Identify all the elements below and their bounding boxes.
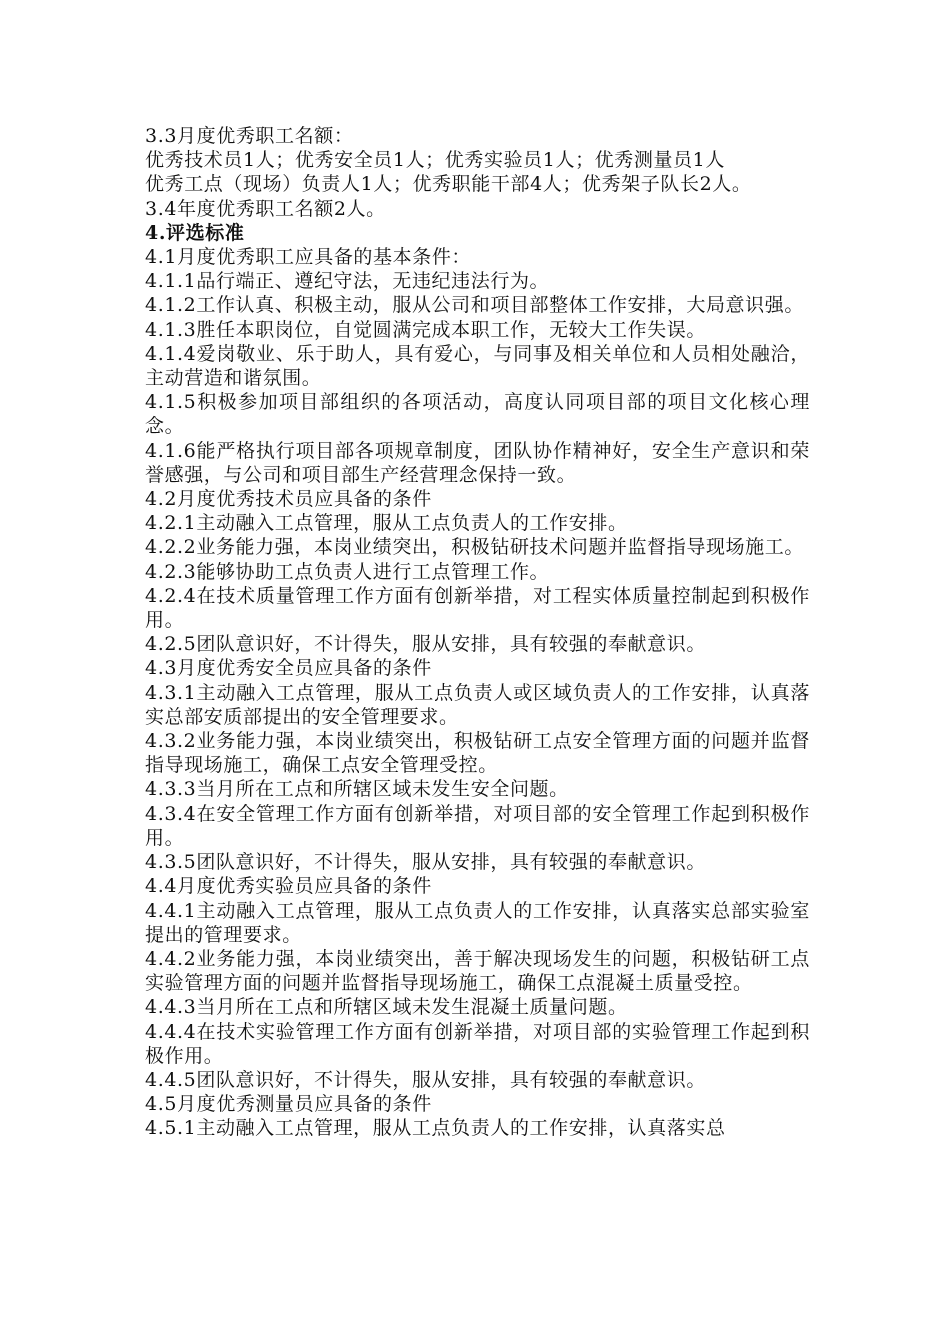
paragraph-4-5-1: 4.5.1主动融入工点管理，服从工点负责人的工作安排，认真落实总 <box>145 1117 726 1140</box>
document-body <box>145 124 810 1141</box>
paragraph-4-2-2: 4.2.2业务能力强，本岗业绩突出，积极钻研技术问题并监督指导现场施工。 <box>145 536 804 559</box>
paragraph-4-4-1: 4.4.1主动融入工点管理，服从工点负责人的工作安排，认真落实总部实验室提出的管理要求。 <box>145 899 810 946</box>
paragraph-4-2-4: 4.2.4在技术质量管理工作方面有创新举措，对工程实体质量控制起到积极作用。 <box>145 584 810 632</box>
paragraph-4-3-4: 4.3.4在安全管理工作方面有创新举措，对项目部的安全管理工作起到积极作用。 <box>145 802 810 849</box>
paragraph-4-3-5: 4.3.5团队意识好，不计得失，服从安排，具有较强的奉献意识。 <box>145 851 706 874</box>
paragraph-4-4: 4.4月度优秀实验员应具备的条件 <box>145 875 432 898</box>
paragraph-4-4-4: 4.4.4在技术实验管理工作方面有创新举措，对项目部的实验管理工作起到积极作用。 <box>145 1020 810 1067</box>
paragraph-4-4-2: 4.4.2业务能力强，本岗业绩突出，善于解决现场发生的问题，积极钻研工点实验管理方面的问题并监督指导现场施工，确保工点混凝土质量受控。 <box>145 947 810 995</box>
paragraph-4-2-5: 4.2.5团队意识好，不计得失，服从安排，具有较强的奉献意识。 <box>145 633 706 656</box>
paragraph-4-3-3: 4.3.3当月所在工点和所辖区域未发生安全问题。 <box>145 778 569 801</box>
paragraph-4-1-2: 4.1.2工作认真、积极主动，服从公司和项目部整体工作安排，大局意识强。 <box>145 294 804 317</box>
paragraph-4-1-6: 4.1.6能严格执行项目部各项规章制度，团队协作精神好，安全生产意识和荣誉感强，与公司和项目部生产经营理念保持一致。 <box>145 439 810 486</box>
paragraph-4-1: 4.1月度优秀职工应具备的基本条件： <box>145 246 472 269</box>
paragraph-quota-line-1: 优秀技术员1人；优秀安全员1人；优秀实验员1人；优秀测量员1人 <box>145 149 725 172</box>
paragraph-4-4-5: 4.4.5团队意识好，不计得失，服从安排，具有较强的奉献意识。 <box>145 1068 706 1091</box>
paragraph-3-4: 3.4年度优秀职工名额2人。 <box>145 197 386 220</box>
paragraph-4-1-4: 4.1.4爱岗敬业、乐于助人，具有爱心，与同事及相关单位和人员相处融洽，主动营造和谐氛围。 <box>145 342 810 390</box>
paragraph-4-2: 4.2月度优秀技术员应具备的条件 <box>145 488 432 511</box>
paragraph-3-3: 3.3月度优秀职工名额： <box>145 125 354 147</box>
section-heading-4: 4.评选标准 <box>145 221 245 244</box>
paragraph-4-2-3: 4.2.3能够协助工点负责人进行工点管理工作。 <box>145 560 550 583</box>
paragraph-4-3: 4.3月度优秀安全员应具备的条件 <box>145 657 432 680</box>
paragraph-4-4-3: 4.4.3当月所在工点和所辖区域未发生混凝土质量问题。 <box>145 996 628 1019</box>
paragraph-4-3-2: 4.3.2业务能力强，本岗业绩突出，积极钻研工点安全管理方面的问题并监督指导现场施工，确保工点安全管理受控。 <box>145 730 810 777</box>
paragraph-4-1-3: 4.1.3胜任本职岗位，自觉圆满完成本职工作，无较大工作失误。 <box>145 318 706 341</box>
paragraph-quota-line-2: 优秀工点（现场）负责人1人；优秀职能干部4人；优秀架子队长2人。 <box>145 173 752 196</box>
paragraph-4-1-5: 4.1.5积极参加项目部组织的各项活动，高度认同项目部的项目文化核心理念。 <box>145 391 810 438</box>
paragraph-4-3-1: 4.3.1主动融入工点管理，服从工点负责人或区域负责人的工作安排，认真落实总部安质部提出的安全管理要求。 <box>145 681 810 728</box>
paragraph-4-1-1: 4.1.1品行端正、遵纪守法，无违纪违法行为。 <box>145 270 550 293</box>
paragraph-4-5: 4.5月度优秀测量员应具备的条件 <box>145 1093 432 1116</box>
paragraph-4-2-1: 4.2.1主动融入工点管理，服从工点负责人的工作安排。 <box>145 512 628 535</box>
